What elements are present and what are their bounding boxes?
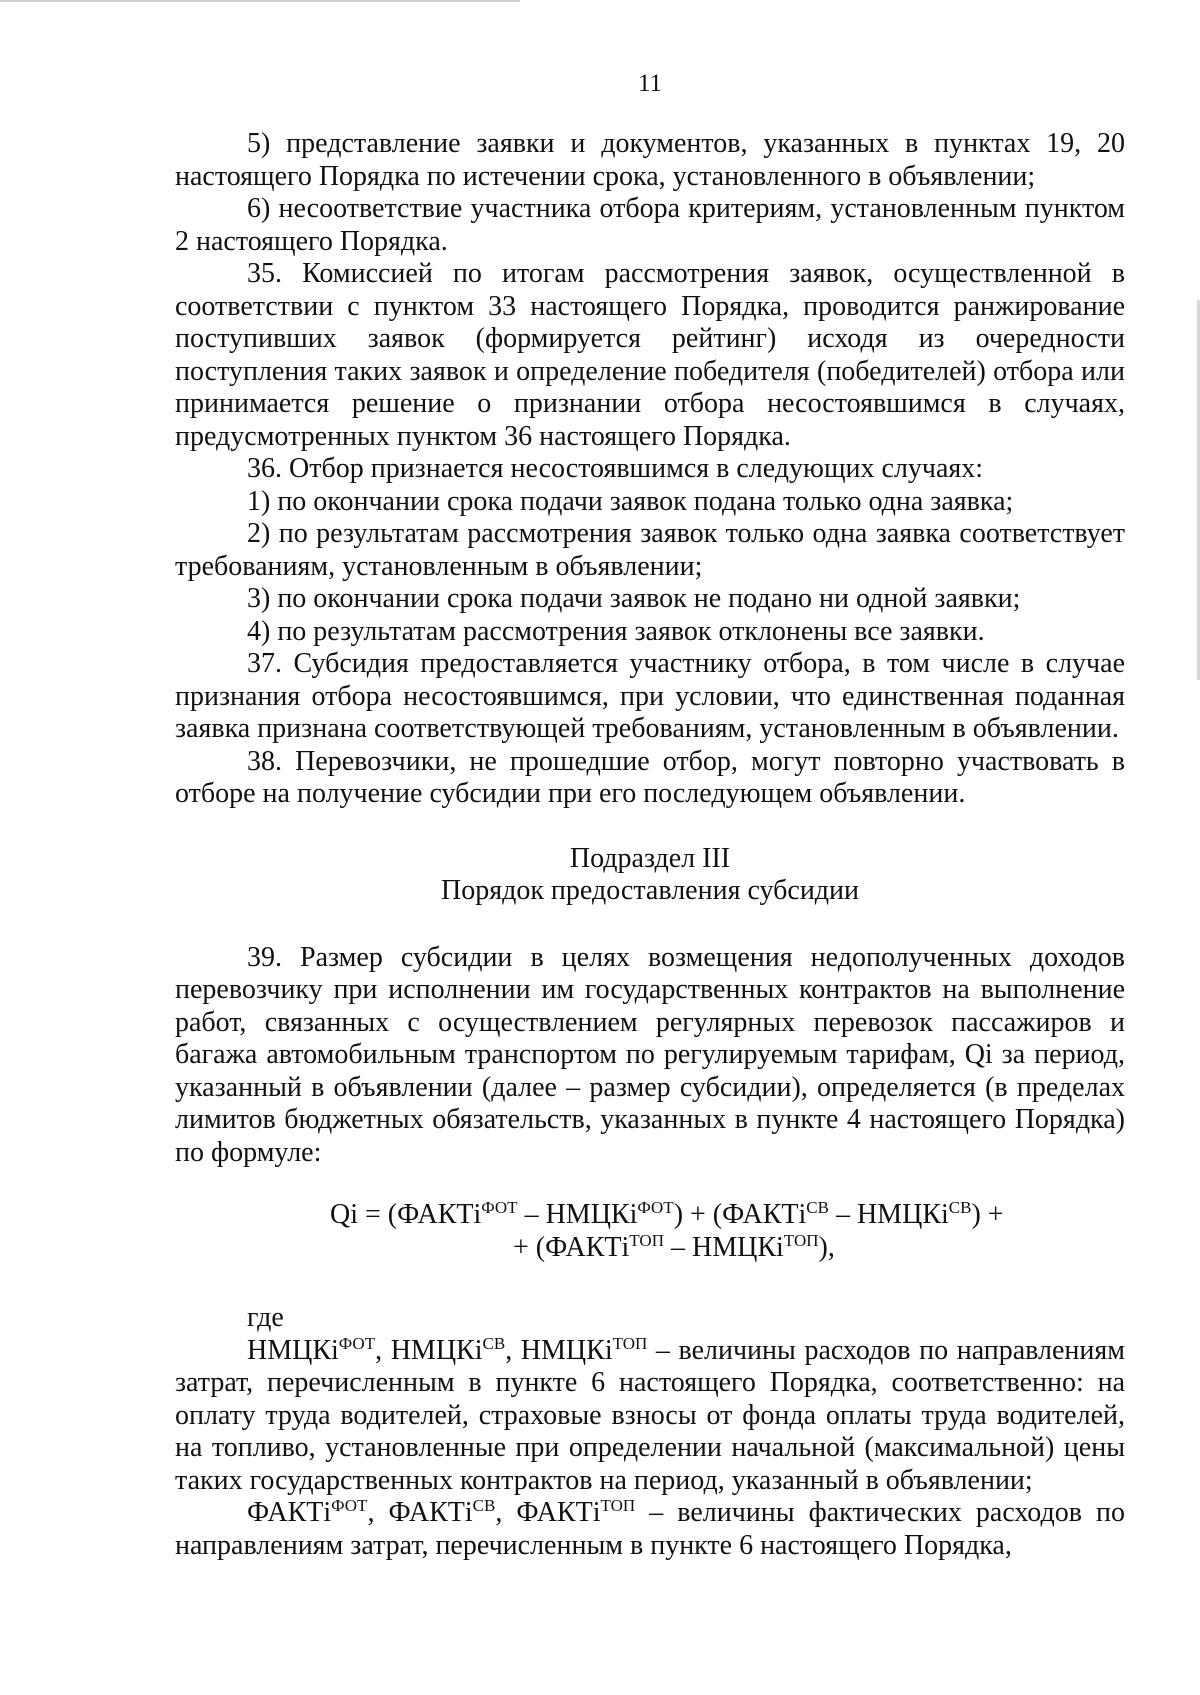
item-5-paragraph: 5) представление заявки и документов, указанных в пунктах 19, 20 настоящего Порядка по истечении срока, установленного в объявлении; xyxy=(175,128,1125,192)
clause-38-paragraph: 38. Перевозчики, не прошедшие отбор, могут повторно участвовать в отборе на получение субсидии при его последующем объявлении. xyxy=(175,745,1125,809)
section-heading xyxy=(175,843,1125,908)
clause-36-item-3: 3) по окончании срока подачи заявок не подано ни одной заявки; xyxy=(247,583,1021,614)
formula-line-1: Qi = (ФАКТi$^{ФОТ}$ – НМЦКi$^{ФОТ}$) + (ФАКТi$^{СВ}$ – НМЦКi$^{СВ}$) + xyxy=(330,1198,1004,1230)
definition-fakt: ФАКТi$^{ФОТ}$, ФАКТi$^{СВ}$, ФАКТi$^{ТОП}$ – величины фактических расходов по направлениям затрат, перечисленным в пункте 6 настоящего Порядка, xyxy=(175,1496,1125,1561)
item-6-paragraph: 6) несоответствие участника отбора критериям, установленным пунктом 2 настоящего Порядка. xyxy=(175,193,1125,257)
clause-35-paragraph: 35. Комиссией по итогам рассмотрения заявок, осуществленной в соответствии с пунктом 33 настоящего Порядка, проводится ранжирование поступивших заявок (формируется рейтинг) исходя из очередности поступления таких заявок и определение победителя (победителей) отбора или принимается решение о признании отбора несостоявшимся в случаях, предусмотренных пунктом 36 настоящего Порядка. xyxy=(175,258,1125,452)
subsection-title: Подраздел III xyxy=(569,842,731,874)
definition-nmck: НМЦКi$^{ФОТ}$, НМЦКi$^{СВ}$, НМЦКi$^{ТОП}$ – величины расходов по направлениям затрат, перечисленным в пункте 6 настоящего Порядка, соответственно: на оплату труда водителей, страховые взносы от фонда оплаты труда водителей, на топливо, установленные при определении начальной (максимальной) цены таких государственных контрактов на период, указанный в объявлении; xyxy=(175,1333,1125,1496)
clause-39-paragraph: 39. Размер субсидии в целях возмещения недополученных доходов перевозчику при исполнении им государственных контрактов на выполнение работ, связанных с осуществлением регулярных перевозок пассажиров и багажа автомобильным транспортом по регулируемым тарифам, Qi за период, указанный в объявлении (далее – размер субсидии), определяется (в пределах лимитов бюджетных обязательств, указанных в пункте 4 настоящего Порядка) по формуле: xyxy=(175,941,1125,1168)
clause-37-paragraph: 37. Субсидия предоставляется участнику отбора, в том числе в случае признания отбора несостоявшимся, при условии, что единственная поданная заявка признана соответствующей требованиям, установленным в объявлении. xyxy=(175,648,1125,744)
clause-36-paragraph: 36. Отбор признается несостоявшимся в следующих случаях: xyxy=(247,453,984,484)
clause-36-item-4: 4) по результатам рассмотрения заявок отклонены все заявки. xyxy=(247,615,985,647)
subsection-subtitle: Порядок предоставления субсидии xyxy=(440,875,860,906)
page-number: 11 xyxy=(637,70,663,97)
clause-36-item-1: 1) по окончании срока подачи заявок подана только одна заявка; xyxy=(247,485,1014,517)
clause-36-item-2: 2) по результатам рассмотрения заявок только одна заявка соответствует требованиям, установленным в объявлении; xyxy=(175,518,1125,582)
document-body xyxy=(175,128,1125,1562)
formula-line-2: + (ФАКТi$^{ТОП}$ – НМЦКi$^{ТОП}$), xyxy=(513,1230,835,1263)
subsidy-formula xyxy=(175,1199,1125,1264)
scan-edge-top xyxy=(0,0,520,2)
where-label: где xyxy=(247,1302,284,1333)
